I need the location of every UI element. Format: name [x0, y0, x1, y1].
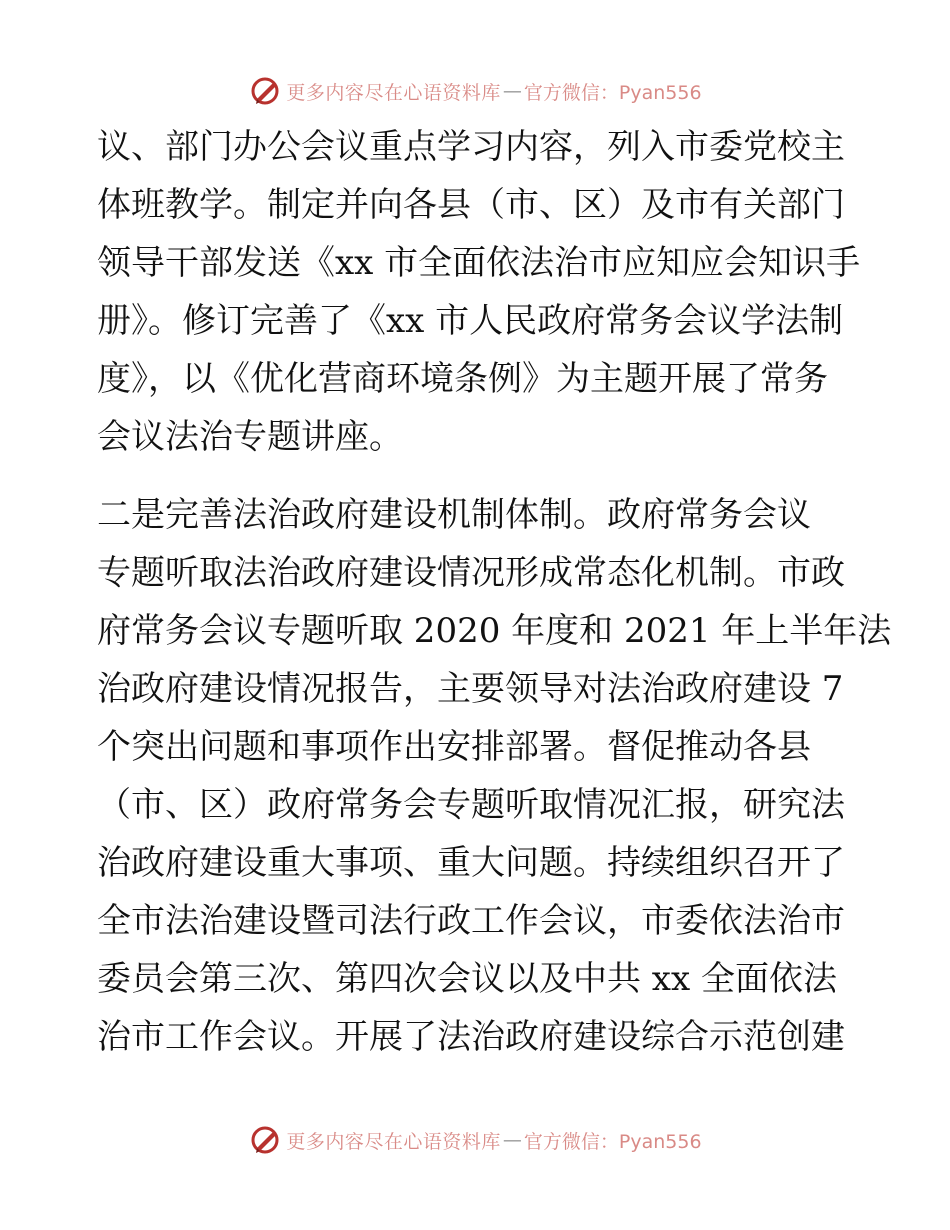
text-line: 治政府建设重大事项、重大问题。持续组织召开了: [97, 843, 845, 883]
text-line: 委员会第三次、第四次会议以及中共 xx 全面依法: [97, 959, 837, 999]
text-line: 二是完善法治政府建设机制体制。政府常务会议: [97, 495, 811, 535]
banner-dash: —: [502, 1129, 522, 1151]
text-line: 度》，以《优化营商环境条例》为主题开展了常务: [97, 359, 828, 399]
banner-contact-text: 官方微信：Pyan556: [523, 81, 702, 104]
text-line: 个突出问题和事项作出安排部署。督促推动各县: [97, 727, 811, 767]
text-line: 议、部门办公会议重点学习内容，列入市委党校主: [97, 127, 845, 167]
header-watermark-banner: [0, 71, 950, 111]
text-line: 治市工作会议。开展了法治政府建设综合示范创建: [97, 1017, 845, 1057]
banner-brand-text: 更多内容尽在心语资料库: [286, 81, 501, 104]
text-line: 会议法治专题讲座。: [97, 417, 403, 457]
banner-brand-text: 更多内容尽在心语资料库: [286, 1130, 501, 1153]
text-line: 领导干部发送《xx 市全面依法治市应知应会知识手: [97, 243, 861, 283]
logo-icon: [248, 1123, 282, 1157]
text-line: 体班教学。制定并向各县（市、区）及市有关部门: [97, 185, 845, 225]
footer-watermark-banner: [0, 1120, 950, 1160]
text-line: 府常务会议专题听取 2020 年度和 2021 年上半年法: [97, 611, 892, 651]
body-paragraph-2: [97, 486, 892, 1066]
text-line: 全市法治建设暨司法行政工作会议，市委依法治市: [97, 901, 845, 941]
text-line: 册》。修订完善了《xx 市人民政府常务会议学法制: [97, 301, 844, 341]
text-line: 专题听取法治政府建设情况形成常态化机制。市政: [97, 553, 845, 593]
text-line: 治政府建设情况报告，主要领导对法治政府建设 7: [97, 669, 844, 709]
text-line: （市、区）政府常务会专题听取情况汇报，研究法: [97, 785, 845, 825]
body-paragraph-1: [97, 118, 861, 466]
banner-dash: —: [502, 80, 522, 102]
logo-icon: [248, 74, 282, 108]
banner-contact-text: 官方微信：Pyan556: [523, 1130, 702, 1153]
